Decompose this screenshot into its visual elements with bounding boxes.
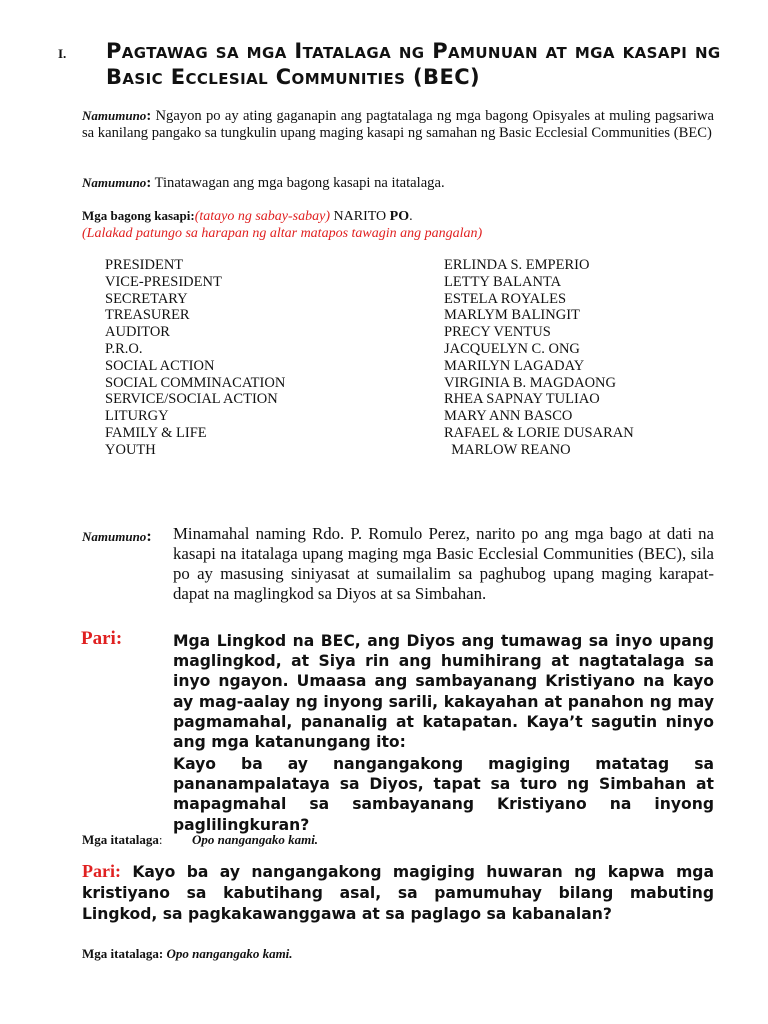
officer-role: AUDITOR	[105, 324, 170, 341]
officer-name: VIRGINIA B. MAGDAONG	[444, 374, 616, 391]
speaker-block	[82, 528, 152, 546]
new-members-label: Mga bagong kasapi:	[82, 208, 195, 223]
officer-role: P.R.O.	[105, 340, 143, 357]
officer-name: MARY ANN BASCO	[444, 408, 573, 425]
officer-role: VICE-PRESIDENT	[105, 273, 222, 290]
priest-label: Pari:	[82, 861, 121, 881]
priest-label: Pari:	[81, 628, 123, 649]
paragraph-call	[82, 174, 714, 192]
question-text: Kayo ba ay nangangakong magiging huwaran ng kapwa mga kristiyano sa kabutihang asal, sa pamumuhay bilang mabuting Lingkod, sa pagkakawanggawa at sa paglago sa kabanalan?	[82, 863, 714, 923]
officer-role: LITURGY	[105, 408, 169, 425]
officer-name: JACQUELYN C. ONG	[444, 340, 580, 357]
officer-role: SOCIAL COMMINACATION	[105, 374, 286, 391]
officer-row	[105, 442, 725, 459]
speaker-colon: :	[146, 175, 152, 191]
officer-role: YOUTH	[105, 441, 156, 458]
paragraph-text: Ngayon po ay ating gaganapin ang pagtatalaga ng mga bagong Opisyales at muling pagsariwa sa kanilang pangako sa tungkulin upang maging kasapi ng samahan ng Basic Ecclesial Communities (BEC)	[82, 108, 714, 141]
priest-question-1: Kayo ba ay nangangakong magiging matatag sa pananampalataya sa Diyos, tapat sa turo ng Simbahan at mapagmahal sa sambayanang Kristiyano na inyong paglilingkuran?	[173, 755, 714, 834]
officer-role: TREASURER	[105, 307, 190, 324]
response-period: .	[409, 209, 413, 224]
paragraph-announcement	[82, 107, 714, 142]
officers-list	[105, 257, 725, 459]
officer-row	[105, 408, 725, 425]
instruction-text: (tatayo ng sabay-sabay)	[194, 209, 331, 224]
officer-name: MARLYM BALINGIT	[444, 307, 580, 324]
officer-name: LETTY BALANTA	[444, 273, 562, 290]
officer-row	[105, 358, 725, 375]
paragraph-address: Minamahal naming Rdo. P. Romulo Perez, narito po ang mga bago at dati na kasapi na itatalaga upang maging mga Basic Ecclesial Communities (BEC), sila po ay masusing siniyasat at sumailalim sa paghubog upang maging karapat-dapat na maglingkod sa Diyos at sa Simbahan.	[173, 524, 714, 603]
response-2	[82, 945, 714, 962]
response-speaker: Mga itatalaga	[82, 832, 159, 847]
officer-row	[105, 425, 725, 442]
response-text: NARITO	[330, 209, 390, 224]
officer-role: SOCIAL ACTION	[105, 357, 215, 374]
response-text: Opo nangangako kami.	[166, 946, 293, 961]
speaker-label: Namumuno	[82, 175, 147, 190]
officer-role: SECRETARY	[105, 290, 188, 307]
paragraph-new-members	[82, 207, 714, 242]
officer-row	[105, 324, 725, 341]
response-speaker: Mga itatalaga:	[82, 946, 164, 961]
officer-name: MARLOW REANO	[444, 441, 571, 458]
officer-row	[105, 274, 725, 291]
new-members-line	[82, 207, 714, 225]
response-text: Opo nangangako kami.	[192, 832, 319, 847]
speaker-colon: :	[158, 832, 163, 847]
speaker-colon: :	[146, 108, 152, 124]
officer-role: PRESIDENT	[105, 257, 184, 273]
officer-role: SERVICE/SOCIAL ACTION	[105, 391, 278, 408]
response-po: PO	[389, 209, 410, 224]
officer-name: PRECY VENTUS	[444, 324, 551, 341]
paragraph-text: Tinatawagan ang mga bagong kasapi na itatalaga.	[151, 175, 445, 191]
officer-row	[105, 391, 725, 408]
speaker-label: Namumuno	[82, 529, 147, 544]
officer-row	[105, 291, 725, 308]
stage-direction: (Lalakad patungo sa harapan ng altar matapos tawagin ang pangalan)	[82, 226, 483, 241]
officer-name: ESTELA ROYALES	[444, 290, 567, 307]
officer-role: FAMILY & LIFE	[105, 424, 207, 441]
officer-row	[105, 257, 725, 274]
officer-name: RAFAEL & LORIE DUSARAN	[444, 424, 634, 441]
officer-name: RHEA SAPNAY TULIAO	[444, 391, 600, 408]
section-number: I.	[58, 46, 67, 61]
officer-row	[105, 307, 725, 324]
officer-name: MARILYN LAGADAY	[444, 357, 585, 374]
officer-row	[105, 341, 725, 358]
response-1	[82, 831, 714, 848]
priest-charge: Mga Lingkod na BEC, ang Diyos ang tumawag sa inyo upang maglingkod, at Siya rin ang humihirang at nagtatalaga sa inyo ngayon. Umaasa ang sambayanang Kristiyano na kayo ay mag-aalay ng inyong sarili, kakayahan at panahon ng may pagmamahal, pananalig at katapatan. Kaya’t sagutin ninyo ang mga katanungang ito:	[173, 632, 714, 752]
section-title: Pagtawag sa mga Itatalaga ng Pamunuan at mga kasapi ng Basic Ecclesial Communities (BEC)	[106, 39, 721, 89]
priest-question-2	[82, 861, 714, 925]
speaker-label: Namumuno	[82, 108, 147, 123]
speaker-colon: :	[146, 528, 152, 545]
officer-name: ERLINDA S. EMPERIO	[444, 257, 590, 273]
officer-row	[105, 375, 725, 392]
